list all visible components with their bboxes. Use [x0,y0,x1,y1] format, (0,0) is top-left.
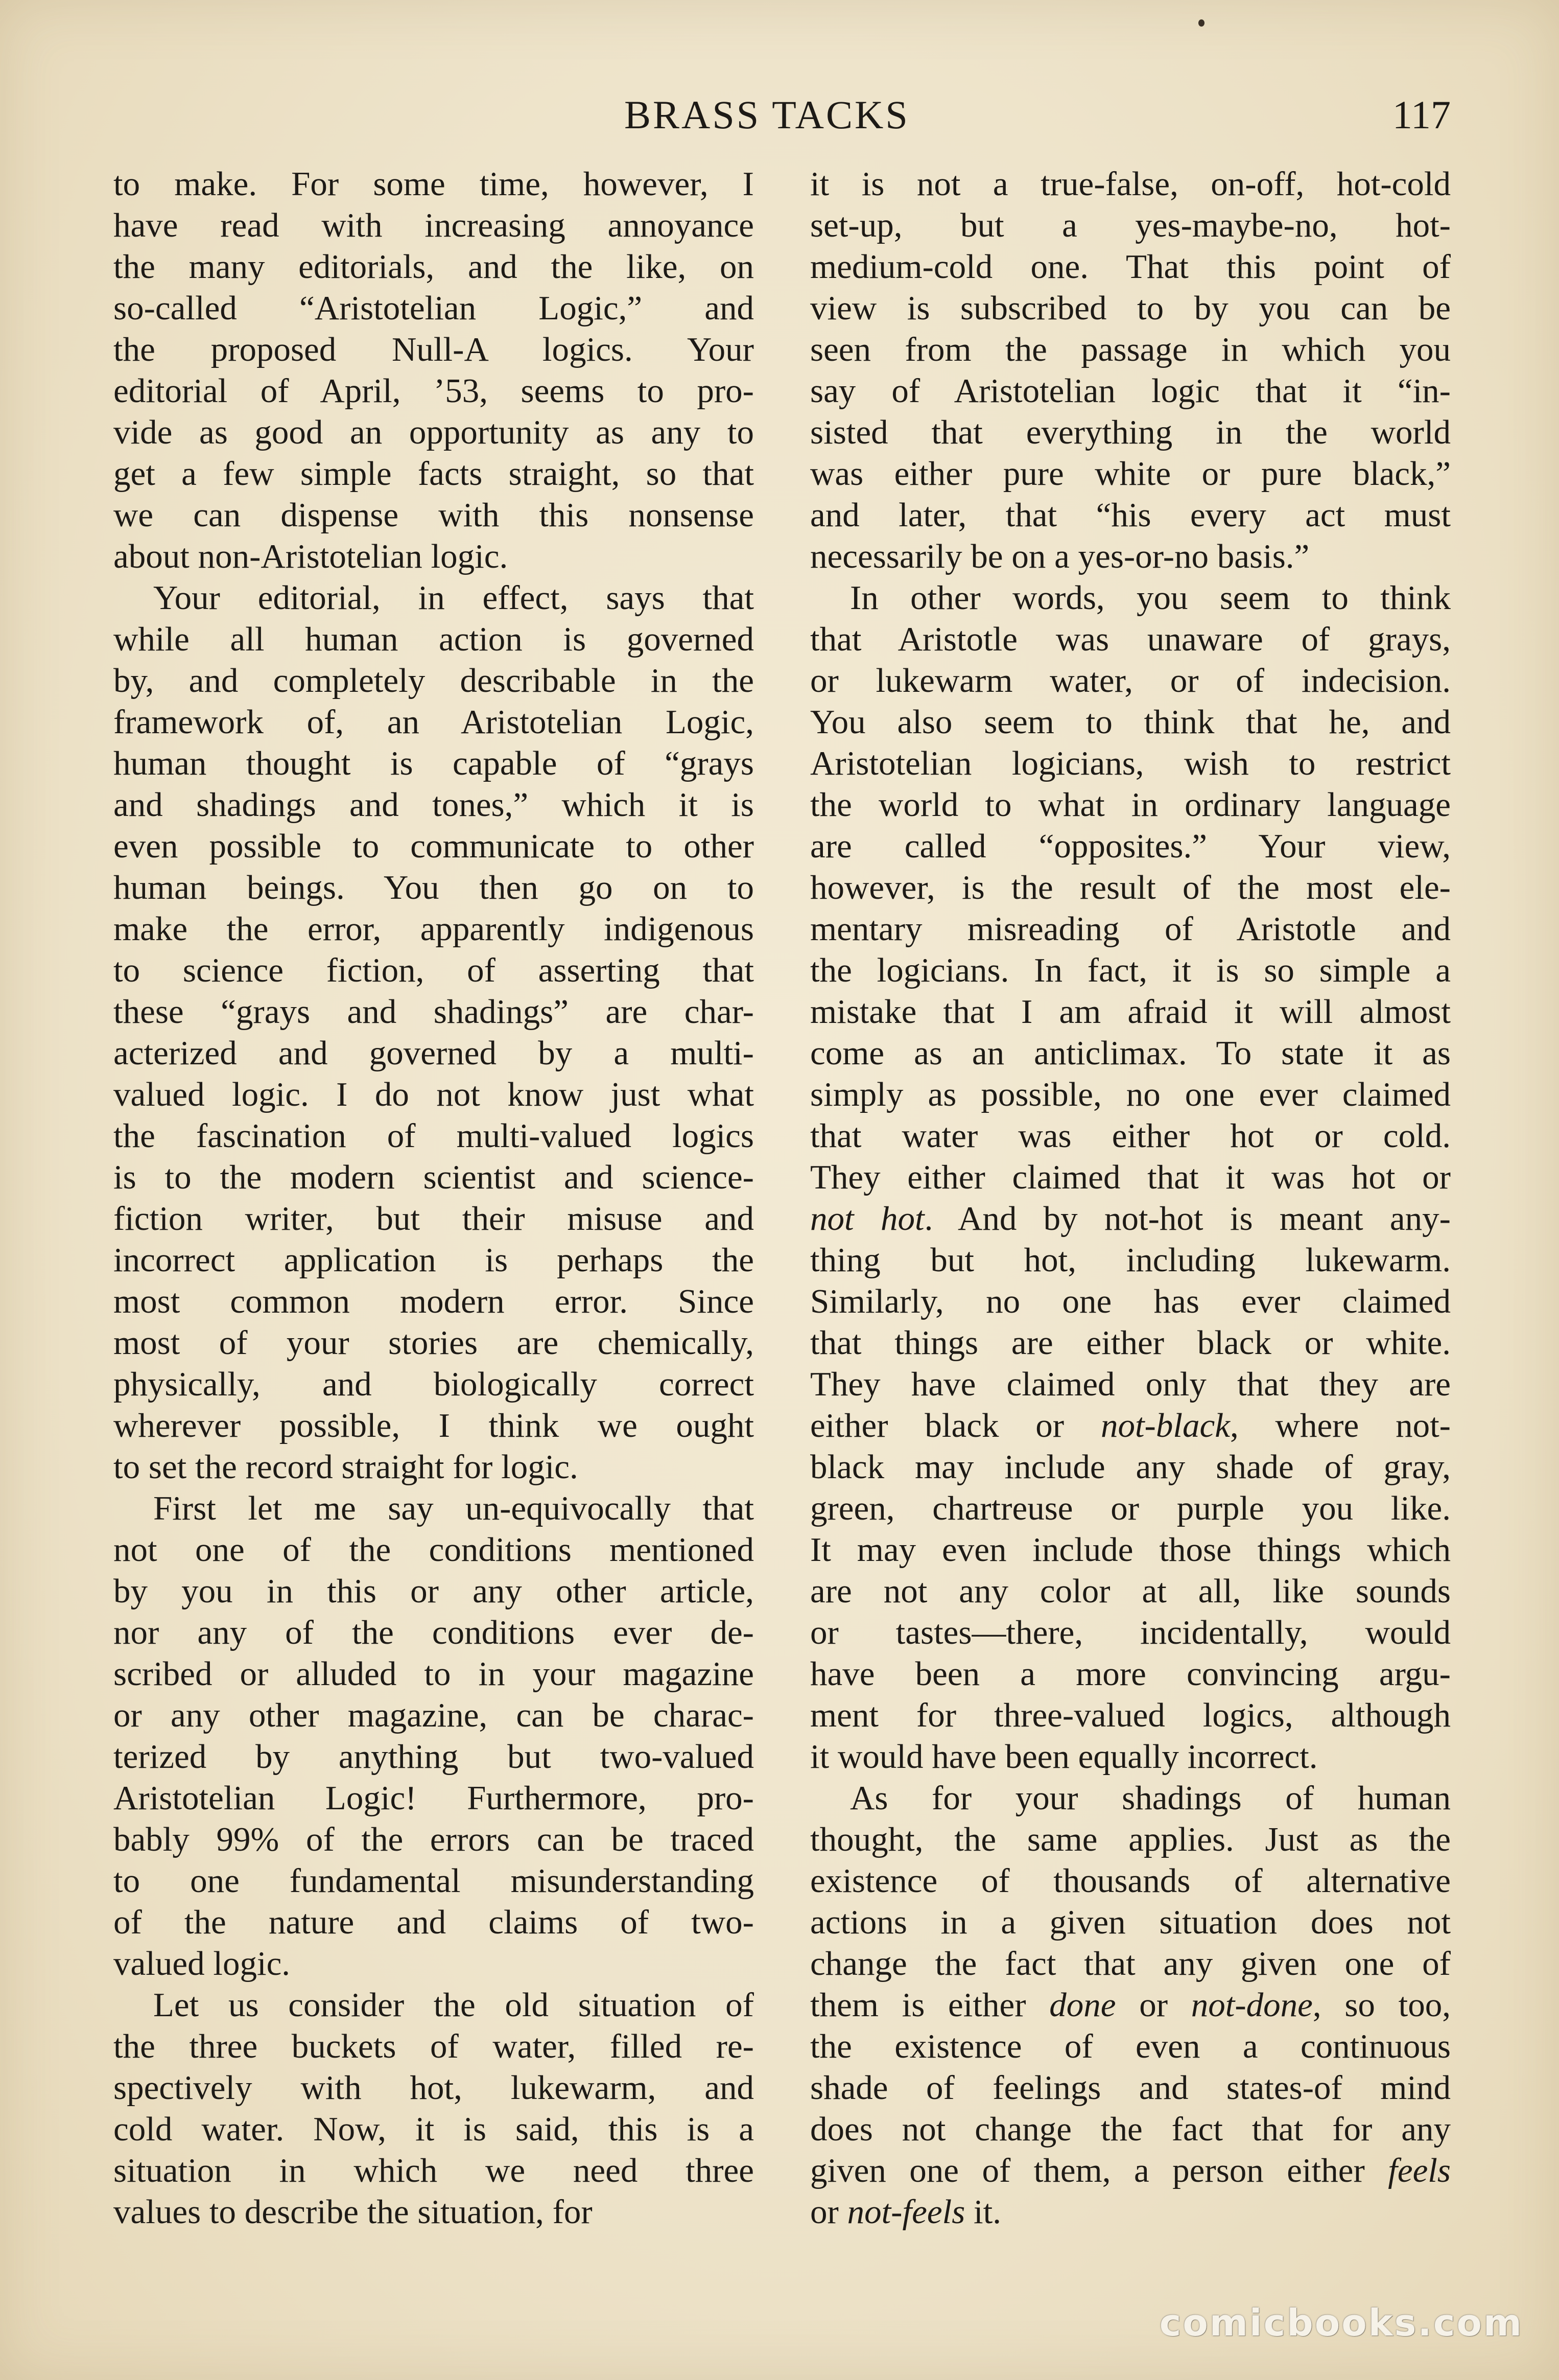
text-line: it would have been equally incorrect. [810,1738,1318,1776]
paragraph [810,1778,1451,2233]
text-line: values to describe the situation, for [113,2193,593,2231]
text-line: the logicians. In fact, it is so simple a [810,951,1451,989]
text-line: set-up, but a yes-maybe-no, hot- [810,206,1451,244]
text-line: fiction writer, but their misuse and [113,1200,754,1238]
text-line: or tastes—there, incidentally, would [810,1614,1451,1651]
text-line: First let me say un-equivocally that [153,1489,754,1527]
text-line: human beings. You then go on to [113,869,754,906]
text-line: or lukewarm water, or of indecision. [810,662,1451,699]
text-line: situation in which we need three [113,2152,754,2189]
text-line: or any other magazine, can be charac- [113,1696,754,1734]
text-line: the fascination of multi-valued logics [113,1117,754,1155]
text-line: the proposed Null-A logics. Your [113,331,754,368]
text-line: have been a more convincing argu- [810,1655,1451,1693]
text-line: while all human action is governed [113,620,754,658]
left-column [113,164,754,2233]
text-line: incorrect application is perhaps the [113,1241,754,1279]
text-line: valued logic. I do not know just what [113,1076,754,1113]
text-line: and later, that “his every act must [810,496,1451,534]
text-line: the world to what in ordinary language [810,786,1451,824]
text-line: They have claimed only that they are [810,1365,1451,1403]
text-line: them is either done or not-done, so too, [810,1986,1451,2024]
text-line: to make. For some time, however, I [113,165,754,203]
text-line: to set the record straight for logic. [113,1448,578,1486]
text-line: given one of them, a person either feels [810,2152,1451,2189]
paragraph [113,577,754,1488]
text-line: most common modern error. Since [113,1282,754,1320]
text-line: spectively with hot, lukewarm, and [113,2069,754,2107]
text-line: scribed or alluded to in your magazine [113,1655,754,1693]
text-line: cold water. Now, it is said, this is a [113,2110,754,2148]
text-line: simply as possible, no one ever claimed [810,1076,1451,1113]
text-line: It may even include those things which [810,1531,1451,1569]
text-line: it is not a true-false, on-off, hot-cold [810,165,1451,203]
text-line: framework of, an Aristotelian Logic, [113,703,754,741]
text-line: Aristotelian logicians, wish to restrict [810,744,1451,782]
text-line: either black or not-black, where not- [810,1407,1451,1444]
text-line: valued logic. [113,1945,291,1982]
text-line: necessarily be on a yes-or-no basis.” [810,538,1310,575]
text-columns [113,164,1451,2233]
text-line: acterized and governed by a multi- [113,1034,754,1072]
text-line: most of your stories are chemically, [113,1324,754,1362]
text-line: have read with increasing annoyance [113,206,754,244]
paragraph [810,164,1451,577]
ink-speck [1198,19,1204,27]
text-line: to one fundamental misunderstanding [113,1862,754,1900]
paragraph [113,164,754,577]
text-line: bably 99% of the errors can be traced [113,1821,754,1858]
text-line: view is subscribed to by you can be [810,289,1451,327]
text-line: Let us consider the old situation of [153,1986,754,2024]
watermark: comicbooks.com [1159,2301,1523,2344]
text-line: black may include any shade of gray, [810,1448,1451,1486]
text-line: of the nature and claims of two- [113,1903,754,1941]
text-line: the many editorials, and the like, on [113,248,754,286]
text-line: thing but hot, including lukewarm. [810,1241,1451,1279]
text-line: even possible to communicate to other [113,827,754,865]
text-line: sisted that everything in the world [810,413,1451,451]
text-line: are not any color at all, like sounds [810,1572,1451,1610]
running-head: BRASS TACKS [624,92,910,137]
text-line: They either claimed that it was hot or [810,1158,1451,1196]
text-line: not hot. And by not-hot is meant any- [810,1200,1451,1238]
text-line: and shadings and tones,” which it is [113,786,754,824]
text-line: ment for three-valued logics, although [810,1696,1451,1734]
text-line: thought, the same applies. Just as the [810,1821,1451,1858]
text-line: was either pure white or pure black,” [810,455,1451,493]
text-line: about non-Aristotelian logic. [113,538,508,575]
text-line: or not-feels it. [810,2193,1002,2231]
page-header [113,87,1451,143]
paragraph [113,1488,754,1985]
right-column [810,164,1451,2233]
text-line: by, and completely describable in the [113,662,754,699]
text-line: existence of thousands of alternative [810,1862,1451,1900]
text-line: You also seem to think that he, and [810,703,1451,741]
text-line: terized by anything but two-valued [113,1738,754,1776]
text-line: As for your shadings of human [850,1779,1451,1817]
text-line: get a few simple facts straight, so that [113,455,754,493]
text-line: seen from the passage in which you [810,331,1451,368]
text-line: say of Aristotelian logic that it “in- [810,372,1451,410]
text-line: come as an anticlimax. To state it as [810,1034,1451,1072]
text-line: that water was either hot or cold. [810,1117,1451,1155]
text-line: mentary misreading of Aristotle and [810,910,1451,948]
text-line: that things are either black or white. [810,1324,1451,1362]
text-line: the three buckets of water, filled re- [113,2027,754,2065]
text-line: wherever possible, I think we ought [113,1407,754,1444]
text-line: In other words, you seem to think [850,579,1451,617]
text-line: so-called “Aristotelian Logic,” and [113,289,754,327]
text-line: by you in this or any other article, [113,1572,754,1610]
text-line: to science fiction, of asserting that [113,951,754,989]
text-line: change the fact that any given one of [810,1945,1451,1982]
page-number: 117 [1392,92,1451,137]
text-line: vide as good an opportunity as any to [113,413,754,451]
text-line: actions in a given situation does not [810,1903,1451,1941]
text-line: we can dispense with this nonsense [113,496,754,534]
text-line: not one of the conditions mentioned [113,1531,754,1569]
paragraph [113,1985,754,2233]
text-line: Aristotelian Logic! Furthermore, pro- [113,1779,754,1817]
text-line: editorial of April, ’53, seems to pro- [113,372,754,410]
text-line: however, is the result of the most ele- [810,869,1451,906]
text-line: the existence of even a continuous [810,2027,1451,2065]
text-line: these “grays and shadings” are char- [113,993,754,1031]
text-line: medium-cold one. That this point of [810,248,1451,286]
text-line: shade of feelings and states-of mind [810,2069,1451,2107]
text-line: make the error, apparently indigenous [113,910,754,948]
text-line: Your editorial, in effect, says that [153,579,754,617]
text-line: nor any of the conditions ever de- [113,1614,754,1651]
text-line: is to the modern scientist and science- [113,1158,754,1196]
text-line: does not change the fact that for any [810,2110,1451,2148]
text-line: are called “opposites.” Your view, [810,827,1451,865]
text-line: that Aristotle was unaware of grays, [810,620,1451,658]
text-line: green, chartreuse or purple you like. [810,1489,1451,1527]
paragraph [810,577,1451,1778]
text-line: physically, and biologically correct [113,1365,754,1403]
text-line: Similarly, no one has ever claimed [810,1282,1451,1320]
text-line: human thought is capable of “grays [113,744,754,782]
text-line: mistake that I am afraid it will almost [810,993,1451,1031]
